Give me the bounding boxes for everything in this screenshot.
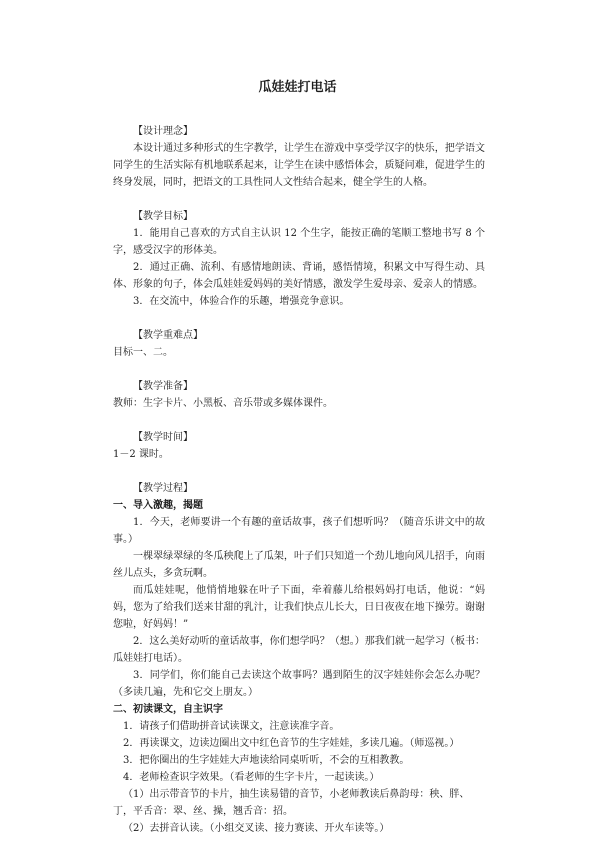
goal-item-2: 2．通过正确、流利、有感情地朗读、背诵，感悟情境，积累文中写得生动、具体、形象的句子，体会瓜娃娃爱妈妈的美好情感，激发学生爱母亲、爱亲人的情感。 [113,262,485,290]
section-heading-teaching-process: 【教学过程】 [133,483,193,494]
section-heading-teaching-time: 【教学时间】 [133,432,193,443]
process-paragraph-4: 2．这么美好动听的童话故事，你们想学吗？（想。）那我们就一起学习（板书：瓜娃娃打电话）。 [113,636,485,664]
process-paragraph-5: 3．同学们，你们能自己去读这个故事吗？遇到陌生的汉字娃娃你会怎么办呢？（多读几遍，先和它交上朋友。） [113,670,485,698]
process-paragraph-2: 一棵翠绿翠绿的冬瓜秧爬上了瓜架，叶子们只知道一个劲儿地向风儿招手，向雨丝儿点头，多贪玩啊。 [113,551,485,579]
process-subheading-1: 一、导入激趣，揭题 [113,500,203,511]
literacy-substep-1: （1）出示带音节的卡片，抽生读易错的音节，小老师教读后鼻韵母：秧、胖、丁，平舌音：翠、丝、操，翘舌音：招。 [113,789,470,817]
section-heading-key-points: 【教学重难点】 [133,330,203,341]
process-paragraph-1: 1．今天，老师要讲一个有趣的童话故事，孩子们想听吗？（随音乐讲文中的故事。） [113,517,485,545]
process-paragraph-3: 而瓜娃娃呢，他悄悄地躲在叶子下面，牵着藤儿给根妈妈打电话，他说：“妈妈，您为了给我们送来甘甜的乳汁，让我们快点儿长大，日日夜夜在地下操劳。谢谢您啦，好妈妈！” [113,585,485,630]
goal-item-1: 1．能用自己喜欢的方式自主认识 12 个生字，能按正确的笔顺工整地书写 8 个字，感受汉字的形体美。 [113,228,485,256]
literacy-step-1: 1．请孩子们借助拼音试读课文，注意读准字音。 [123,721,340,732]
document-body [113,123,485,837]
key-points-text: 目标一、二。 [113,347,173,358]
literacy-step-2: 2．再读课文，边读边圈出文中红色音节的生字娃娃，多读几遍。（师巡视。） [123,738,460,749]
document-title: 瓜娃娃打电话 [258,80,337,95]
literacy-substep-2: （2）去拼音认读。（小组交叉读、接力赛读、开火车读等。） [123,823,390,834]
section-heading-design-concept: 【设计理念】 [133,126,193,137]
section-heading-preparation: 【教学准备】 [133,381,193,392]
process-subheading-2: 二、初读课文，自主识字 [113,704,223,715]
literacy-step-4: 4．老师检查识字效果。（看老师的生字卡片，一起读读。） [123,772,380,783]
preparation-text: 教师：生字卡片、小黑板、音乐带或多媒体课件。 [113,398,333,409]
literacy-step-3: 3．把你圈出的生字娃娃大声地读给同桌听听，不会的互相教教。 [123,755,410,766]
teaching-time-text: 1－2 课时。 [113,449,169,460]
goal-item-3: 3．在交流中，体验合作的乐趣，增强竞争意识。 [133,296,350,307]
design-concept-paragraph: 本设计通过多种形式的生字教学，让学生在游戏中享受学汉字的快乐，把学语文同学生的生活实际有机地联系起来，让学生在读中感悟体会，质疑问难，促进学生的终身发展，同时，把语文的工具性同人文性结合起来，健全学生的人格。 [113,143,485,188]
section-heading-teaching-goals: 【教学目标】 [133,211,193,222]
